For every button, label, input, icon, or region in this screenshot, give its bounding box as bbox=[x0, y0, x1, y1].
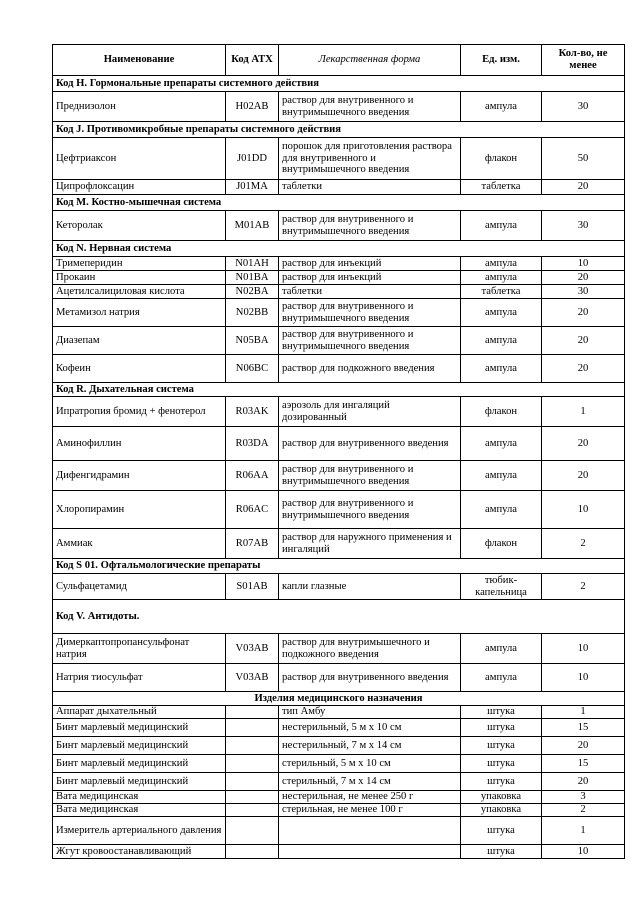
cell-quantity: 1 bbox=[542, 817, 625, 845]
cell-quantity: 20 bbox=[542, 271, 625, 285]
cell-name: Димеркаптопропансульфонат натрия bbox=[53, 634, 226, 664]
table-row bbox=[53, 427, 625, 461]
table-header-row bbox=[53, 45, 625, 76]
section-header-row bbox=[53, 241, 625, 257]
table-row bbox=[53, 773, 625, 791]
cell-unit: штука bbox=[461, 719, 542, 737]
table-row bbox=[53, 664, 625, 692]
section-header-row bbox=[53, 122, 625, 138]
cell-name: Хлоропирамин bbox=[53, 491, 226, 529]
cell-name: Жгут кровоостанавливающий bbox=[53, 845, 226, 859]
cell-dosage-form: тип Амбу bbox=[279, 706, 461, 719]
cell-atc-code bbox=[226, 845, 279, 859]
cell-name: Бинт марлевый медицинский bbox=[53, 737, 226, 755]
section-title: Изделия медицинского назначения bbox=[53, 692, 625, 706]
cell-unit: ампула bbox=[461, 327, 542, 355]
cell-unit: ампула bbox=[461, 355, 542, 383]
table-row bbox=[53, 211, 625, 241]
cell-name: Диазепам bbox=[53, 327, 226, 355]
cell-dosage-form bbox=[279, 817, 461, 845]
cell-unit: ампула bbox=[461, 461, 542, 491]
cell-atc-code bbox=[226, 791, 279, 804]
cell-unit: ампула bbox=[461, 491, 542, 529]
cell-unit: ампула bbox=[461, 427, 542, 461]
cell-atc-code bbox=[226, 719, 279, 737]
cell-dosage-form: раствор для внутривенного и внутримышечного введения bbox=[279, 211, 461, 241]
cell-atc-code bbox=[226, 706, 279, 719]
cell-atc-code: R03DA bbox=[226, 427, 279, 461]
cell-name: Бинт марлевый медицинский bbox=[53, 719, 226, 737]
cell-quantity: 30 bbox=[542, 92, 625, 122]
cell-name: Тримеперидин bbox=[53, 257, 226, 271]
cell-quantity: 1 bbox=[542, 706, 625, 719]
cell-dosage-form: стерильная, не менее 100 г bbox=[279, 804, 461, 817]
cell-atc-code: H02AB bbox=[226, 92, 279, 122]
cell-dosage-form: раствор для инъекций bbox=[279, 257, 461, 271]
cell-unit: тюбик-капельница bbox=[461, 574, 542, 600]
cell-dosage-form: нестерильная, не менее 250 г bbox=[279, 791, 461, 804]
cell-unit: штука bbox=[461, 737, 542, 755]
table-body bbox=[53, 76, 625, 859]
cell-name: Цефтриаксон bbox=[53, 138, 226, 180]
cell-dosage-form: раствор для внутримышечного и подкожного введения bbox=[279, 634, 461, 664]
cell-atc-code: R06AC bbox=[226, 491, 279, 529]
cell-quantity: 20 bbox=[542, 773, 625, 791]
cell-unit: таблетка bbox=[461, 285, 542, 299]
section-header-row bbox=[53, 559, 625, 574]
section-header-row bbox=[53, 383, 625, 397]
cell-quantity: 10 bbox=[542, 634, 625, 664]
cell-quantity: 50 bbox=[542, 138, 625, 180]
cell-atc-code: R07AB bbox=[226, 529, 279, 559]
table-row bbox=[53, 574, 625, 600]
cell-dosage-form bbox=[279, 845, 461, 859]
cell-name: Натрия тиосульфат bbox=[53, 664, 226, 692]
cell-dosage-form: таблетки bbox=[279, 180, 461, 195]
cell-dosage-form: стерильный, 7 м х 14 см bbox=[279, 773, 461, 791]
table-row bbox=[53, 285, 625, 299]
cell-atc-code: V03AB bbox=[226, 664, 279, 692]
table-row bbox=[53, 719, 625, 737]
cell-atc-code bbox=[226, 737, 279, 755]
cell-atc-code: N05BA bbox=[226, 327, 279, 355]
section-title: Код H. Гормональные препараты системного действия bbox=[53, 76, 625, 92]
cell-atc-code bbox=[226, 755, 279, 773]
cell-quantity: 10 bbox=[542, 845, 625, 859]
header-atc-code: Код АТХ bbox=[226, 45, 279, 76]
cell-atc-code: N01BA bbox=[226, 271, 279, 285]
table-row bbox=[53, 180, 625, 195]
section-title: Код V. Антидоты. bbox=[53, 600, 625, 634]
cell-quantity: 2 bbox=[542, 529, 625, 559]
cell-dosage-form: раствор для инъекций bbox=[279, 271, 461, 285]
cell-name: Вата медицинская bbox=[53, 804, 226, 817]
table-row bbox=[53, 706, 625, 719]
section-title: Код S 01. Офтальмологические препараты bbox=[53, 559, 625, 574]
cell-atc-code bbox=[226, 817, 279, 845]
cell-name: Дифенгидрамин bbox=[53, 461, 226, 491]
cell-unit: ампула bbox=[461, 211, 542, 241]
cell-quantity: 10 bbox=[542, 491, 625, 529]
cell-dosage-form: порошок для приготовления раствора для внутривенного и внутримышечного введения bbox=[279, 138, 461, 180]
cell-quantity: 10 bbox=[542, 664, 625, 692]
cell-atc-code: N02BB bbox=[226, 299, 279, 327]
table-row bbox=[53, 461, 625, 491]
cell-atc-code: N01AH bbox=[226, 257, 279, 271]
table-row bbox=[53, 737, 625, 755]
cell-dosage-form: раствор для внутривенного и внутримышечного введения bbox=[279, 491, 461, 529]
cell-unit: флакон bbox=[461, 529, 542, 559]
cell-unit: ампула bbox=[461, 299, 542, 327]
header-unit: Ед. изм. bbox=[461, 45, 542, 76]
cell-unit: штука bbox=[461, 817, 542, 845]
cell-name: Метамизол натрия bbox=[53, 299, 226, 327]
cell-unit: упаковка bbox=[461, 804, 542, 817]
cell-atc-code: J01DD bbox=[226, 138, 279, 180]
table-row bbox=[53, 257, 625, 271]
table-row bbox=[53, 327, 625, 355]
cell-quantity: 20 bbox=[542, 299, 625, 327]
cell-quantity: 15 bbox=[542, 719, 625, 737]
section-title: Код N. Нервная система bbox=[53, 241, 625, 257]
cell-dosage-form: раствор для внутривенного и внутримышечного введения bbox=[279, 299, 461, 327]
cell-name: Аппарат дыхательный bbox=[53, 706, 226, 719]
cell-quantity: 20 bbox=[542, 327, 625, 355]
cell-unit: ампула bbox=[461, 634, 542, 664]
section-header-row bbox=[53, 600, 625, 634]
cell-name: Вата медицинская bbox=[53, 791, 226, 804]
cell-unit: ампула bbox=[461, 257, 542, 271]
cell-dosage-form: капли глазные bbox=[279, 574, 461, 600]
cell-unit: ампула bbox=[461, 664, 542, 692]
cell-quantity: 2 bbox=[542, 574, 625, 600]
cell-dosage-form: нестерильный, 7 м х 14 см bbox=[279, 737, 461, 755]
cell-dosage-form: раствор для внутривенного и внутримышечного введения bbox=[279, 461, 461, 491]
cell-dosage-form: стерильный, 5 м х 10 см bbox=[279, 755, 461, 773]
header-quantity: Кол-во, не менее bbox=[542, 45, 625, 76]
table-row bbox=[53, 138, 625, 180]
cell-dosage-form: аэрозоль для ингаляций дозированный bbox=[279, 397, 461, 427]
header-name: Наименование bbox=[53, 45, 226, 76]
table-row bbox=[53, 845, 625, 859]
section-title: Код M. Костно-мышечная система bbox=[53, 195, 625, 211]
cell-unit: штука bbox=[461, 773, 542, 791]
table-row bbox=[53, 397, 625, 427]
cell-unit: флакон bbox=[461, 138, 542, 180]
cell-name: Бинт марлевый медицинский bbox=[53, 755, 226, 773]
cell-name: Ципрофлоксацин bbox=[53, 180, 226, 195]
table-row bbox=[53, 755, 625, 773]
section-header-row bbox=[53, 76, 625, 92]
cell-dosage-form: раствор для внутривенного и внутримышечного введения bbox=[279, 92, 461, 122]
cell-quantity: 2 bbox=[542, 804, 625, 817]
cell-unit: ампула bbox=[461, 271, 542, 285]
medication-table bbox=[52, 44, 625, 859]
cell-name: Кеторолак bbox=[53, 211, 226, 241]
table-row bbox=[53, 355, 625, 383]
cell-unit: флакон bbox=[461, 397, 542, 427]
cell-unit: штука bbox=[461, 755, 542, 773]
cell-dosage-form: нестерильный, 5 м х 10 см bbox=[279, 719, 461, 737]
section-header-row bbox=[53, 195, 625, 211]
cell-name: Измеритель артериального давления bbox=[53, 817, 226, 845]
cell-atc-code bbox=[226, 804, 279, 817]
section-header-row bbox=[53, 692, 625, 706]
cell-atc-code: R03AK bbox=[226, 397, 279, 427]
cell-dosage-form: таблетки bbox=[279, 285, 461, 299]
cell-name: Ипратропия бромид + фенотерол bbox=[53, 397, 226, 427]
cell-quantity: 30 bbox=[542, 211, 625, 241]
cell-quantity: 20 bbox=[542, 737, 625, 755]
table-row bbox=[53, 634, 625, 664]
cell-atc-code: S01AB bbox=[226, 574, 279, 600]
table-row bbox=[53, 529, 625, 559]
cell-name: Прокаин bbox=[53, 271, 226, 285]
cell-quantity: 20 bbox=[542, 180, 625, 195]
cell-unit: таблетка bbox=[461, 180, 542, 195]
cell-atc-code: N06BC bbox=[226, 355, 279, 383]
section-title: Код R. Дыхательная система bbox=[53, 383, 625, 397]
header-dosage-form: Лекарственная форма bbox=[279, 45, 461, 76]
cell-quantity: 3 bbox=[542, 791, 625, 804]
table-row bbox=[53, 791, 625, 804]
cell-quantity: 15 bbox=[542, 755, 625, 773]
cell-dosage-form: раствор для внутривенного введения bbox=[279, 664, 461, 692]
cell-name: Ацетилсалициловая кислота bbox=[53, 285, 226, 299]
cell-unit: штука bbox=[461, 845, 542, 859]
cell-quantity: 20 bbox=[542, 355, 625, 383]
cell-atc-code bbox=[226, 773, 279, 791]
cell-name: Сульфацетамид bbox=[53, 574, 226, 600]
cell-dosage-form: раствор для наружного применения и ингаляций bbox=[279, 529, 461, 559]
cell-quantity: 10 bbox=[542, 257, 625, 271]
cell-atc-code: J01MA bbox=[226, 180, 279, 195]
cell-atc-code: M01AB bbox=[226, 211, 279, 241]
cell-atc-code: V03AB bbox=[226, 634, 279, 664]
cell-name: Преднизолон bbox=[53, 92, 226, 122]
cell-unit: упаковка bbox=[461, 791, 542, 804]
cell-quantity: 20 bbox=[542, 427, 625, 461]
cell-atc-code: N02BA bbox=[226, 285, 279, 299]
table-row bbox=[53, 299, 625, 327]
cell-dosage-form: раствор для подкожного введения bbox=[279, 355, 461, 383]
cell-name: Аминофиллин bbox=[53, 427, 226, 461]
cell-dosage-form: раствор для внутривенного и внутримышечного введения bbox=[279, 327, 461, 355]
table-row bbox=[53, 491, 625, 529]
cell-unit: штука bbox=[461, 706, 542, 719]
table-row bbox=[53, 92, 625, 122]
cell-quantity: 20 bbox=[542, 461, 625, 491]
cell-name: Аммиак bbox=[53, 529, 226, 559]
cell-quantity: 30 bbox=[542, 285, 625, 299]
table-row bbox=[53, 817, 625, 845]
cell-unit: ампула bbox=[461, 92, 542, 122]
section-title: Код J. Противомикробные препараты системного действия bbox=[53, 122, 625, 138]
cell-name: Бинт марлевый медицинский bbox=[53, 773, 226, 791]
table-row bbox=[53, 271, 625, 285]
cell-dosage-form: раствор для внутривенного введения bbox=[279, 427, 461, 461]
cell-quantity: 1 bbox=[542, 397, 625, 427]
table-row bbox=[53, 804, 625, 817]
cell-atc-code: R06AA bbox=[226, 461, 279, 491]
cell-name: Кофеин bbox=[53, 355, 226, 383]
